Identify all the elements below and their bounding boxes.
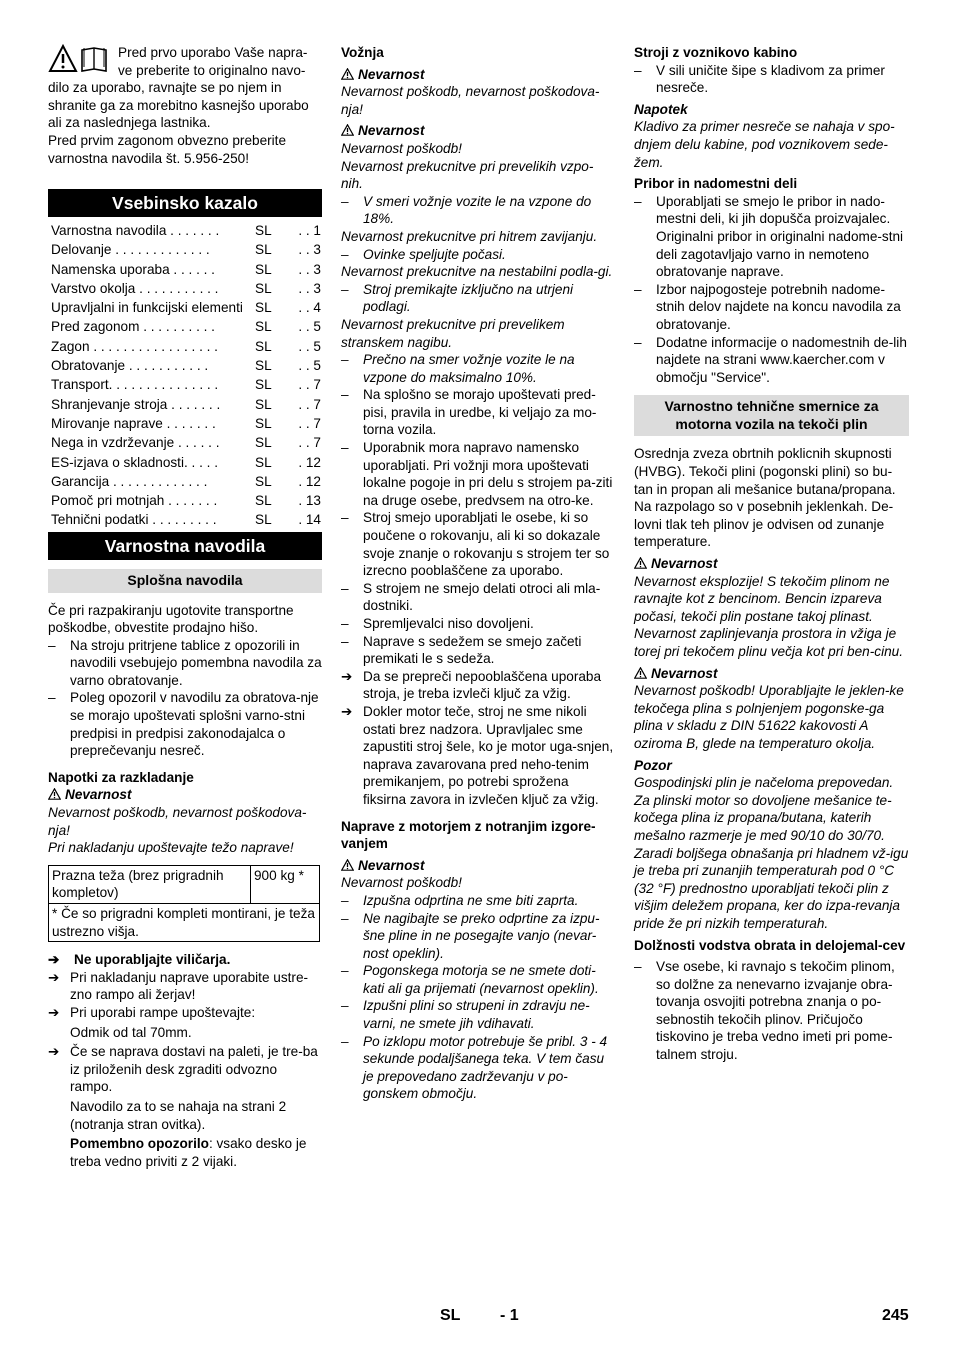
safety-title: Varnostna navodila [48, 532, 322, 560]
lpg-caution: Gospodinjski plin je načeloma prepovedan. Za plinski motor so dovoljene mešanice te-kočega plina iz propana/butana, katerih mešalno razmerje je med 90/10 do 30/70. Zaradi boljšega obnašanja pri hladnem vž-igu je treba pri zunanjih temperaturah pod 0 °C (32 °F) prednostno uporabljati tekoči plin z višjim deležem propana, ker do izpa-revanja pride že pri nizkih temperaturah. [634, 775, 909, 931]
warning-icon [634, 557, 647, 569]
toc-lang: SL [255, 242, 272, 258]
toc-lang: SL [255, 435, 272, 451]
list-item: – Izpušni plini so strupeni in zdravju ne-varni, ne smete jih vdihavati. [341, 998, 590, 1032]
toc-lang: SL [255, 473, 272, 489]
list-item: – Ovinke speljujte počasi. [341, 246, 506, 262]
general-title: Splošna navodila [48, 569, 322, 593]
warning-icon [341, 124, 354, 136]
list-item: – V smeri vožnje vozite le na vzpone do 18%. [341, 193, 592, 227]
list-item: – V sili uničite šipe s kladivom za primer nesreče. [634, 62, 885, 96]
toc-row [51, 511, 321, 530]
list-item: – Ne nagibajte se preko odprtine za izpu-šne pline in ne posegajte vanjo (nevar-nost opeklin). [341, 910, 600, 961]
list-item: – S strojem ne smejo delati otroci ali mla-dostniki. [341, 580, 601, 614]
step-item: ➔ Če se naprava dostavi na paleti, je tre-ba iz priloženih desk zgraditi odvozno rampo. [48, 1044, 318, 1095]
toc-page: . . 5 [298, 358, 321, 374]
toc-lang: SL [255, 454, 272, 470]
toc-entry: Tehnični podatki . . . . . . . . . [51, 512, 217, 528]
toc-lang: SL [255, 261, 272, 277]
list-item: – Spremljevalci niso dovoljeni. [341, 616, 534, 631]
list-item: – Po izklopu motor potrebuje še pribl. 3 - 4 sekunde podaljšanega teka. V tem času je prepovedano zadrževanju v po-gonskem območju. [341, 1033, 608, 1102]
toc-lang: SL [255, 377, 272, 393]
caution-title: Pozor [634, 757, 672, 773]
acc-title: Pribor in nadomestni deli [634, 176, 798, 192]
toc-page: . 13 [298, 493, 321, 509]
ramp-sub: Odmik od tal 70mm. [70, 1024, 192, 1040]
toc-entry: Pomoč pri motnjah . . . . . . . [51, 493, 218, 509]
drive-d5: Nevarnost prekucnitve pri prevelikem stranskem nagibu. [341, 316, 565, 350]
warning-icon [341, 68, 354, 80]
lpg-title: Varnostno tehnične smernice za motorna vozila na tekoči plin [634, 395, 909, 436]
toc-row [51, 472, 321, 491]
unload-d1: Nevarnost poškodb, nevarnost poškodova-nja! [48, 805, 307, 838]
toc-lang: SL [255, 493, 272, 509]
lpg-d2: Nevarnost poškodb! Uporabljajte le jeklen-ke tekočega plina s polnjenjem pogonske-ga plina v skladu z DIN 51622 kakovosti A oziroma B, glede na temperaturo okolja. [634, 683, 904, 751]
toc-row [51, 433, 321, 452]
toc-entry: Upravljalni in funkcijski elementi [51, 300, 243, 316]
warning-icon [634, 667, 647, 679]
toc-lang: SL [255, 512, 272, 528]
toc-row [51, 260, 321, 279]
lpg-p: Osrednja zveza obrtnih poklicnih skupnosti (HVBG). Tekoči plini (pogonski plini) so bu-tan in propan ali mešanice butana/propana. Na razpolago so v posebnih jeklenkah. De-lovni tlak teh plinov je odvisen od zunanje temperature. [634, 446, 896, 550]
toc-row [51, 240, 321, 259]
intro [48, 44, 322, 167]
toc-entry: Mirovanje naprave . . . . . . . [51, 415, 216, 431]
toc-entry: ES-izjava o skladnosti. . . . . [51, 454, 218, 470]
unload-d2: Pri nakladanju upoštevajte težo naprave! [48, 840, 294, 856]
toc-title: Vsebinsko kazalo [48, 189, 322, 217]
list-item: – Prečno na smer vožnje vozite le na vzpone do maksimalno 10%. [341, 352, 575, 385]
drive-title: Vožnja [341, 45, 384, 60]
warning-icon [48, 788, 61, 800]
drive-d2b: Nevarnost prekucnitve pri prevelikih vzpo-nih. [341, 158, 594, 192]
toc-lang: SL [255, 396, 272, 412]
toc-entry: Varstvo okolja . . . . . . . . . . . [51, 280, 219, 296]
toc-page: . . 1 [298, 223, 321, 238]
danger-heading: Nevarnost [341, 122, 615, 140]
toc-row [51, 376, 321, 395]
column-1 [48, 44, 322, 1170]
pallet-note: Navodilo za to se nahaja na strani 2 (notranja stran ovitka). [70, 1098, 287, 1132]
toc-row [51, 414, 321, 433]
toc-entry: Nega in vzdrževanje . . . . . . [51, 435, 220, 451]
list-item: – Vse osebe, ki ravnajo s tekočim plinom, so dolžne za nenevarno izvajanje obra-tovanja osvojiti potrebna znanja o po-sebnostih tekočih plinov. Pričujočo tiskovino je treba vedno imeti pri pome-talnem stroju. [634, 959, 895, 1063]
toc-page: . . 3 [298, 261, 321, 277]
weight-label: Prazna teža (brez prigradnih kompletov) [49, 865, 251, 903]
toc-lang: SL [255, 223, 272, 238]
general-p: Če pri razpakiranju ugotovite transportne poškodbe, obvestite prodajno hišo. [48, 602, 294, 636]
toc-row [51, 221, 321, 240]
toc-entry: Namenska uporaba . . . . . . [51, 261, 215, 277]
drive-d3: Nevarnost prekucnitve pri hitrem zavijanju. [341, 228, 598, 244]
footer-page: - 1 [500, 1307, 519, 1324]
drive-d1: Nevarnost poškodb, nevarnost poškodova-nja! [341, 84, 600, 117]
step-item: ➔ Pri nakladanju naprave uporabite ustre-zno rampo ali žerjav! [48, 969, 309, 1003]
note-text: Kladivo za primer nesreče se nahaja v spo-dnjem delu kabine, pod voznikovem sede-žem. [634, 119, 895, 170]
engine-d: Nevarnost poškodb! [341, 875, 462, 891]
list-item: – Uporabljati se smejo le pribor in nado-mestni deli, ki jih dopušča proizvajalec. Originalni pribor in originalni nadome-stni deli zagotavljajo varno in nemoteno obratovanje naprave. [634, 193, 904, 280]
toc-page: . 14 [298, 512, 321, 528]
toc-entry: Garancija . . . . . . . . . . . . . [51, 473, 208, 489]
toc-table [51, 221, 321, 530]
toc-page: . . 7 [298, 435, 321, 451]
warning-manual-icon [48, 44, 114, 74]
toc-entry: Shranjevanje stroja . . . . . . . [51, 396, 221, 412]
list-item: – Na splošno se morajo upoštevati pred-pisi, pravila in uredbe, ki veljajo za mo-torna vozila. [341, 387, 597, 438]
toc-entry: Delovanje . . . . . . . . . . . . . [51, 242, 210, 258]
toc-row [51, 298, 321, 317]
toc-page: . . 7 [298, 377, 321, 393]
step-item: ➔ Pri uporabi rampe upoštevajte: [48, 1004, 256, 1020]
weight-table [48, 865, 320, 942]
list-item: – Stroj smejo uporabljati le osebe, ki so poučene o rokovanju, ali ki so dokazale svoje znanje o rokovanju s strojem ter so izrecno pooblaščene za uporabo. [341, 510, 610, 579]
step-item: ➔ Da se prepreči nepooblaščena uporaba stroja, je treba izvleči ključ za vžig. [341, 668, 602, 702]
danger-heading: Nevarnost [341, 857, 615, 875]
toc-lang: SL [255, 358, 272, 374]
list-item: – Stroj premikajte izključno na utrjeni podlagi. [341, 281, 574, 315]
weight-note: * Če so prigradni kompleti montirani, je teža ustrezno višja. [49, 904, 320, 942]
toc-entry: Zagon . . . . . . . . . . . . . . . . . [51, 338, 218, 354]
toc-page: . . 3 [298, 242, 321, 258]
step-item: ➔ Ne uporabljajte viličarja. [48, 952, 231, 968]
intro-p2: Pred prvim zagonom obvezno preberite varnostna navodila št. 5.956-250! [48, 132, 287, 166]
important-note: Pomembno opozorilo: vsako desko je treba vedno priviti z 2 vijaki. [70, 1136, 307, 1169]
toc-entry: Varnostna navodila . . . . . . . [51, 223, 220, 238]
list-item: – Naprave s sedežem se smejo začeti premikati le s sedeža. [341, 633, 582, 667]
toc-page: . 12 [298, 454, 321, 470]
toc-lang: SL [255, 338, 272, 354]
toc-page: . . 5 [298, 319, 321, 335]
footer-number: 245 [882, 1307, 909, 1324]
list-item: – Poleg opozoril v navodilu za obratova-nje se morajo upoštevati splošni varno-stni predpisi in predpisi zakonodajalca o preprečevanju nesreč. [48, 690, 319, 759]
toc-lang: SL [255, 280, 272, 296]
toc-page: . 12 [298, 473, 321, 489]
list-item: – Pogonskega motorja se ne smete doti-kati ali ga prijemati (nevarnost opeklin). [341, 963, 599, 996]
list-item: – Dodatne informacije o nadomestnih de-lih najdete na strani www.kaercher.com v območju "Service". [634, 334, 907, 385]
warning-icon [341, 859, 354, 871]
toc-page: . . 4 [298, 300, 321, 316]
danger-heading: Nevarnost [341, 66, 615, 84]
danger-heading: Nevarnost [48, 786, 322, 804]
toc-page: . . 3 [298, 280, 321, 296]
duty-title: Dolžnosti vodstva obrata in delojemal-cev [634, 937, 906, 953]
toc-row [51, 491, 321, 510]
toc-page: . . 7 [298, 396, 321, 412]
toc-row [51, 318, 321, 337]
danger-heading: Nevarnost [634, 665, 909, 683]
toc-lang: SL [255, 415, 272, 431]
toc-lang: SL [255, 319, 272, 335]
toc-row [51, 395, 321, 414]
list-item: – Izpušna odprtina ne sme biti zaprta. [341, 892, 579, 908]
unload-title: Napotki za razkladanje [48, 769, 194, 785]
weight-value: 900 kg * [251, 865, 320, 903]
note-title: Napotek [634, 101, 688, 117]
toc-row [51, 453, 321, 472]
column-2 [341, 44, 615, 1103]
toc-row [51, 337, 321, 356]
engine-title: Naprave z motorjem z notranjim izgore-vanjem [341, 818, 596, 852]
toc-row [51, 279, 321, 298]
danger-heading: Nevarnost [634, 555, 909, 573]
toc-lang: SL [255, 300, 272, 316]
list-item: – Na stroju pritrjene tablice z opozorili in navodili vsebujejo pomembna navodila za varno obratovanje. [48, 637, 322, 688]
toc-row [51, 356, 321, 375]
toc-page: . . 5 [298, 338, 321, 354]
toc-entry: Transport. . . . . . . . . . . . . . . [51, 377, 219, 393]
lpg-d1a: Nevarnost eksplozije! S tekočim plinom ne ravnajte kot z bencinom. Bencin izpareva počasi, tekoči plin postane takoj plinast. [634, 573, 890, 624]
intro-l2: ve preberite to originalno navo- [118, 62, 306, 78]
list-item: – Uporabnik mora napravo namensko uporabljati. Pri vožnji mora upoštevati lokalne pogoje in pri delu s strojem pa-ziti na druge osebe, predvsem na otro-ke. [341, 440, 613, 508]
lpg-d1b: Nevarnost zaplinjevanja prostora in vžiga je torej pri tekočem plinu večja kot pri ben-cinu. [634, 626, 903, 659]
column-3 [634, 44, 909, 1064]
step-item: ➔ Dokler motor teče, stroj ne sme nikoli ostati brez nadzora. Upravljalec sme zapustiti stroj šele, ko je motor uga-snjen, naprava zavarovana pred neho-tenim premikanjem, po potrebi sprožena fiksirna zavora in izvlečen ključ za vžig. [341, 703, 614, 807]
toc-entry: Obratovanje . . . . . . . . . . . [51, 358, 209, 374]
drive-d2a: Nevarnost poškodb! [341, 140, 462, 156]
cab-title: Stroji z voznikovo kabino [634, 45, 798, 60]
toc-page: . . 7 [298, 415, 321, 431]
intro-rest: dilo za uporabo, ravnajte se po njem in shranite ga za morebitno kasnejšo uporabo ali za naslednjega lastnika. [48, 80, 309, 131]
footer-lang: SL [440, 1307, 461, 1324]
toc-entry: Pred zagonom . . . . . . . . . . [51, 319, 215, 335]
list-item: – Izbor najpogosteje potrebnih nadome-stnih delov najdete na koncu navodila za obratovanje. [634, 281, 901, 332]
drive-d4: Nevarnost prekucnitve na nestabilni podla-gi. [341, 264, 613, 280]
intro-l1: Pred prvo uporabo Vaše napra- [118, 45, 308, 60]
